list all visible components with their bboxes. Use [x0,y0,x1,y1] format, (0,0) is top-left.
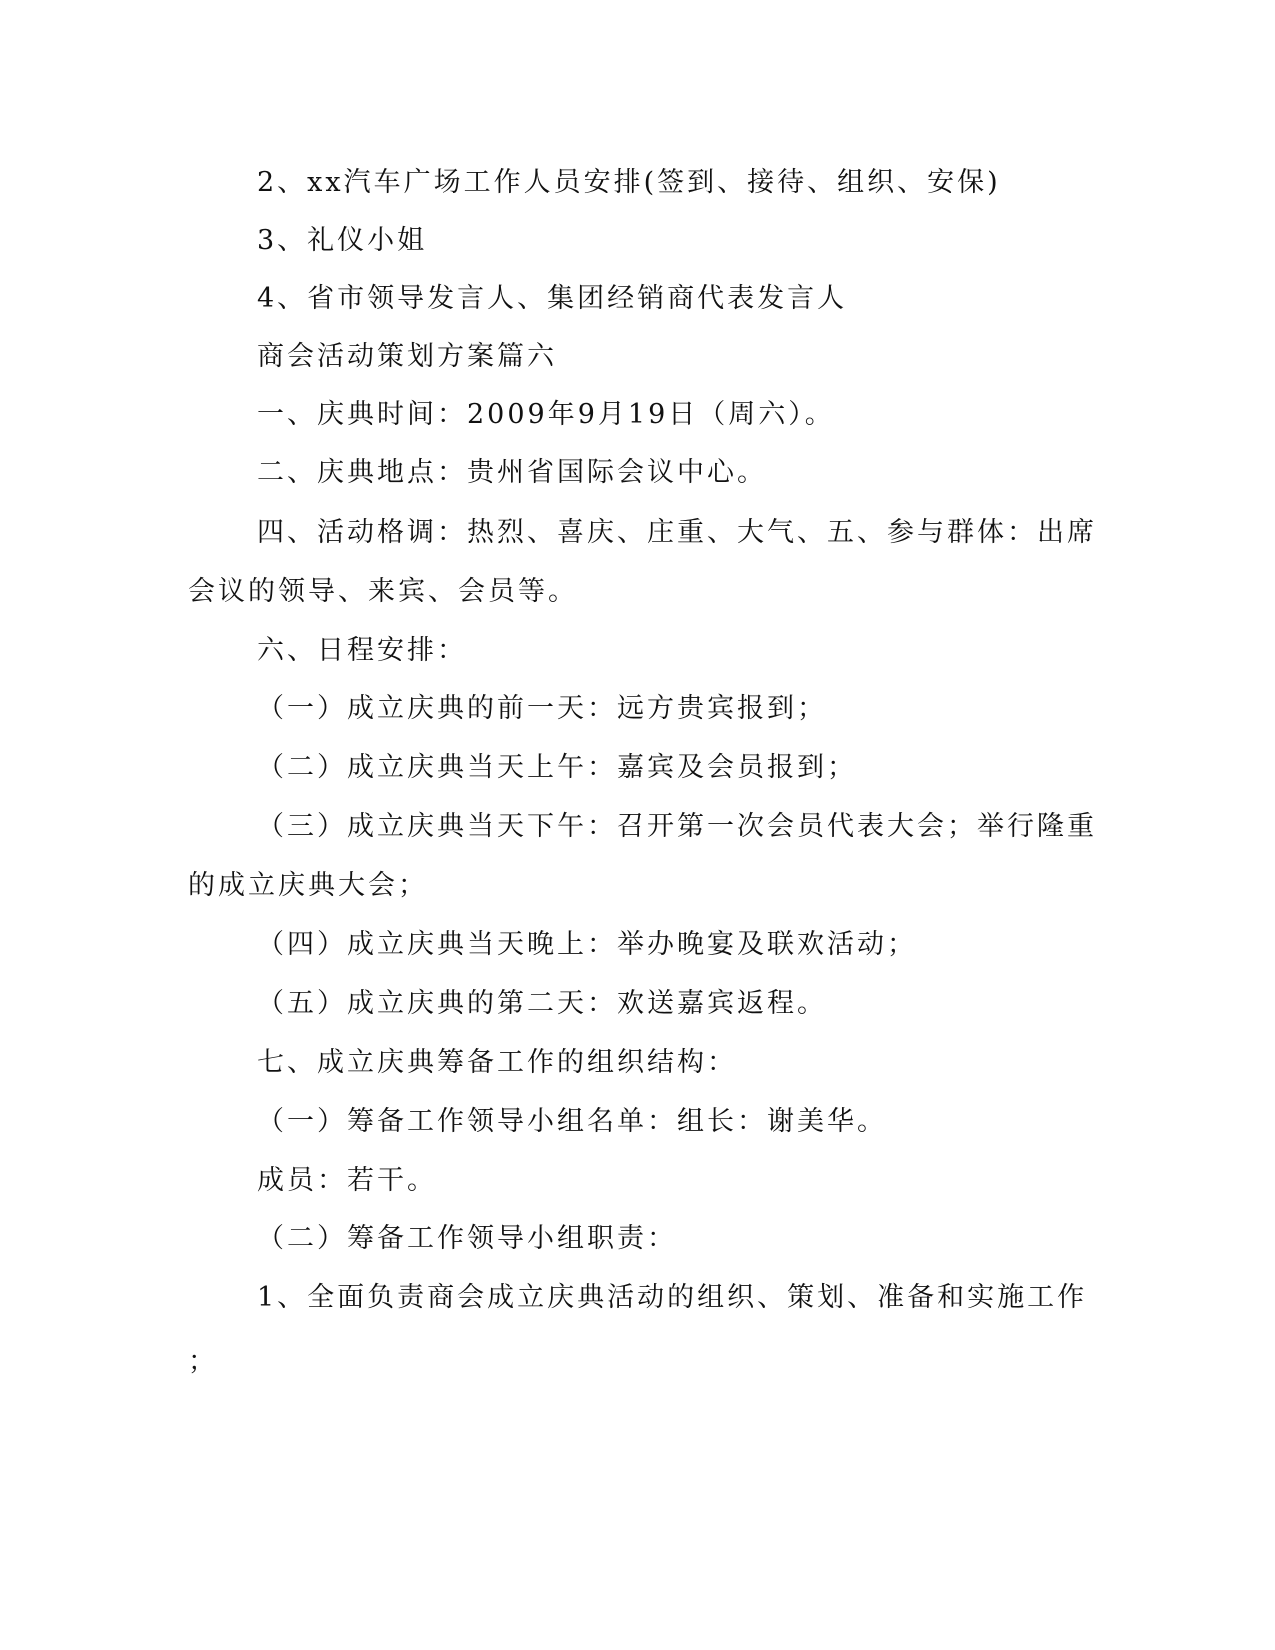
members-line: 成员：若干。 [257,1165,437,1196]
duty-item: 1、全面负责商会成立庆典活动的组织、策划、准备和实施工作 [257,1282,1088,1313]
section-heading: 商会活动策划方案篇六 [257,341,557,372]
schedule-item: （三）成立庆典当天下午：召开第一次会员代表大会；举行隆重 [257,811,1097,842]
speakers-item: 4、省市领导发言人、集团经销商代表发言人 [257,283,848,314]
etiquette-item: 3、礼仪小姐 [257,225,428,256]
staff-arrangement-item: 2、xx汽车广场工作人员安排(签到、接待、组织、安保) [257,167,1001,198]
ceremony-location: 二、庆典地点：贵州省国际会议中心。 [257,457,767,488]
activity-tone: 四、活动格调：热烈、喜庆、庄重、大气、五、参与群体：出席 [257,517,1097,548]
leadership-list: （一）筹备工作领导小组名单：组长：谢美华。 [257,1106,887,1137]
schedule-item-continued: 的成立庆典大会； [188,870,428,901]
schedule-item: （五）成立庆典的第二天：欢送嘉宾返程。 [257,988,827,1019]
organization-heading: 七、成立庆典筹备工作的组织结构： [257,1047,737,1078]
duty-item-continued: ； [188,1346,218,1377]
duties-heading: （二）筹备工作领导小组职责： [257,1223,677,1254]
activity-tone-continued: 会议的领导、来宾、会员等。 [188,576,578,607]
schedule-heading: 六、日程安排： [257,635,467,666]
schedule-item: （二）成立庆典当天上午：嘉宾及会员报到； [257,752,857,783]
ceremony-time: 一、庆典时间：2009年9月19日（周六）。 [257,399,835,430]
schedule-item: （一）成立庆典的前一天：远方贵宾报到； [257,693,827,724]
schedule-item: （四）成立庆典当天晚上：举办晚宴及联欢活动； [257,929,917,960]
